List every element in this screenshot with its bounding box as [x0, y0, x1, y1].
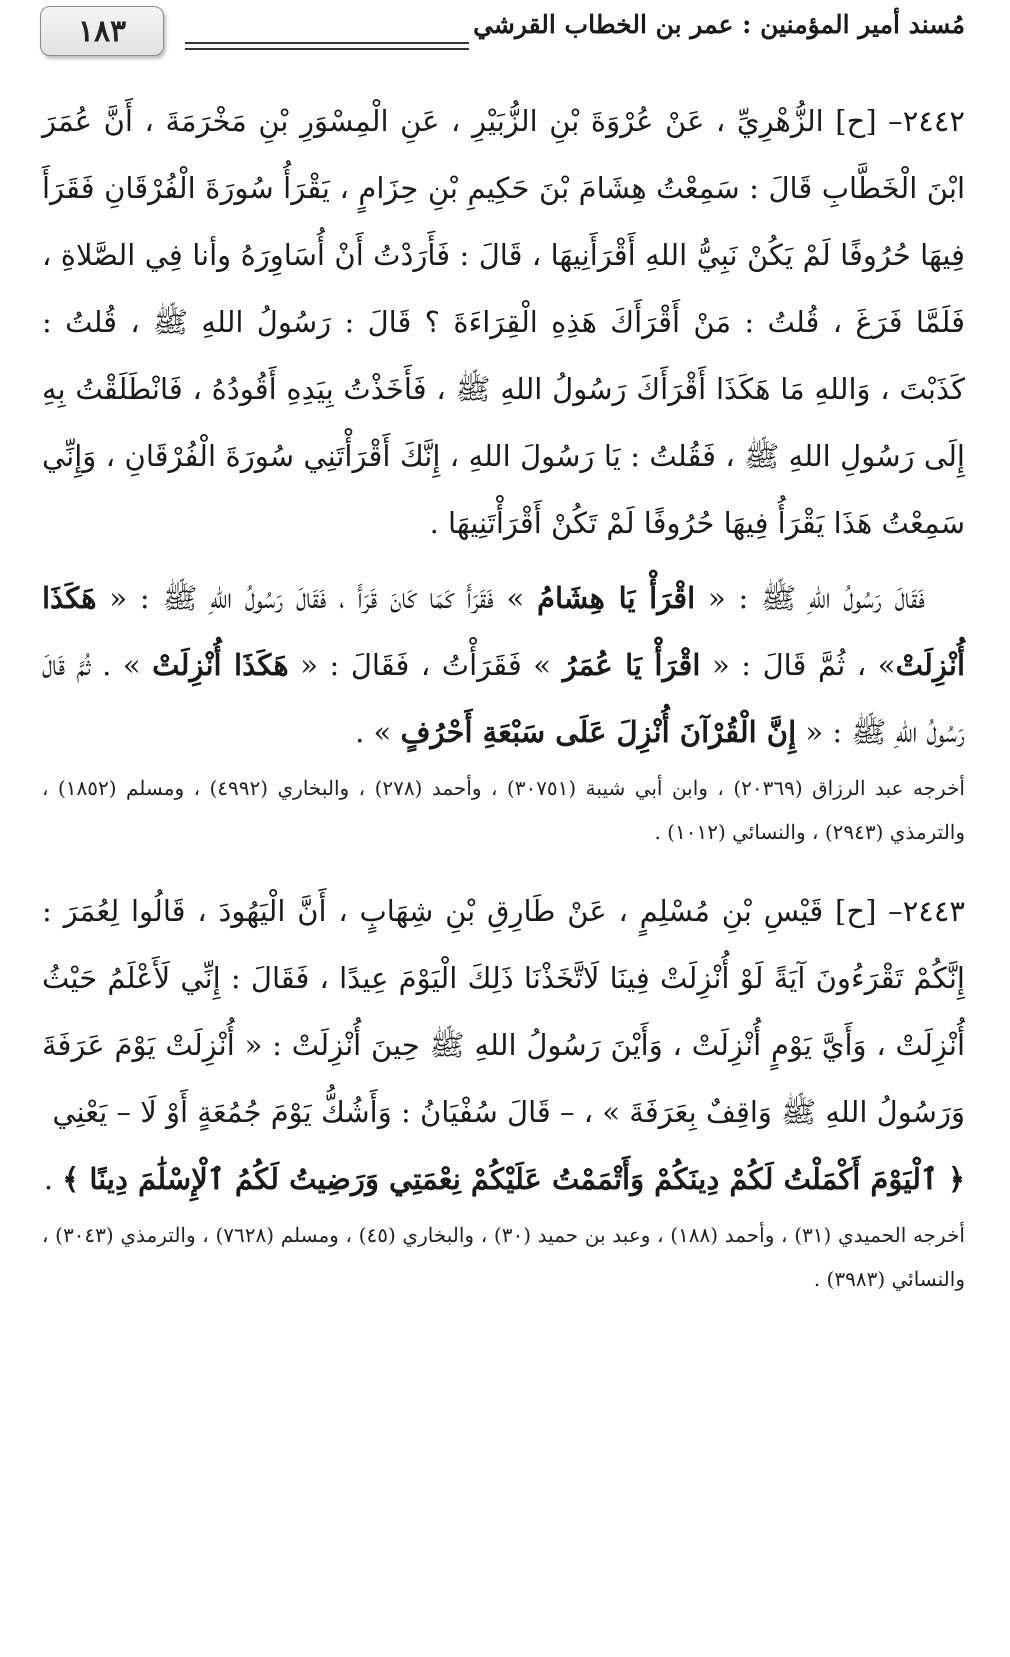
prophet-quote: هَكَذَا أُنْزِلَتْ: [152, 648, 289, 682]
spacer: [42, 854, 965, 878]
hadith-2443-takhrij: أخرجه الحميدي (٣١) ، وأحمد (١٨٨) ، وعبد بن حميد (٣٠) ، والبخاري (٤٥) ، ومسلم (٧٦٢٨) ، والترمذي (٣٠٤٣) ، والنسائي (٣٩٨٣) .: [42, 1223, 965, 1291]
quran-verse: ﴿ ٱلْيَوْمَ أَكْمَلْتُ لَكُمْ دِينَكُمْ وَأَتْمَمْتُ عَلَيْكُمْ نِعْمَتِي وَرَضِيتُ لَكُمُ ٱلْإِسْلَٰمَ دِينًا ﴾: [62, 1162, 965, 1196]
page-header: [40, 6, 965, 62]
prophet-quote: هَكَذَا أُنْزِلَتْ: [42, 581, 966, 682]
prophet-quote: إِنَّ الْقُرْآنَ أُنْزِلَ عَلَى سَبْعَةِ أَحْرُفٍ: [400, 715, 797, 749]
page-number: ١٨٣: [40, 6, 164, 56]
hadith-2443-text: ٢٤٤٣– [ح] قَيْسِ بْنِ مُسْلِمٍ ، عَنْ طَارِقِ بْنِ شِهَابٍ ، أَنَّ الْيَهُودَ ، قَالُوا لِعُمَرَ : إِنَّكُمْ تَقْرَءُونَ آيَةً لَوْ أُنْزِلَتْ فِينَا لَاتَّخَذْنَا ذَلِكَ الْيَوْمَ عِيدًا ، فَقَالَ : إِنِّي لَأَعْلَمُ حَيْثُ أُنْزِلَتْ ، وَأَيَّ يَوْمٍ أُنْزِلَتْ ، وَأَيْنَ رَسُولُ اللهِ ﷺ حِينَ أُنْزِلَتْ : « أُنْزِلَتْ يَوْمَ عَرَفَةَ وَرَسُولُ اللهِ ﷺ وَاقِفٌ بِعَرَفَةَ » ، – قَالَ سُفْيَانُ : وَأَشُكُّ يَوْمَ جُمُعَةٍ أَوْ لَا – يَعْنِي: [42, 894, 965, 1129]
text-span: فَقَالَ رَسُولُ اللهِ ﷺ : «: [695, 581, 925, 615]
text-span: » فَقَرَأْتُ ، فَقَالَ : «: [288, 648, 563, 682]
text-span: » . ثُمَّ قَالَ رَسُولُ اللهِ ﷺ : «: [42, 648, 965, 749]
spacer: [42, 557, 965, 565]
hadith-2443-verse-line: [42, 1146, 965, 1213]
text-span: .: [43, 1162, 63, 1196]
hadith-2442-dialogue: [42, 565, 965, 766]
prophet-quote: اقْرَأْ يَا عُمَرُ: [562, 648, 701, 682]
hadith-2442-takhrij: أخرجه عبد الرزاق (٢٠٣٦٩) ، وابن أبي شيبة (٣٠٧٥١) ، وأحمد (٢٧٨) ، والبخاري (٤٩٩٢) ، ومسلم (١٨٥٢) ، والترمذي (٢٩٤٣) ، والنسائي (١٠١٢) .: [42, 776, 965, 844]
text-span: » فَقَرَأَ كَمَا كَانَ قَرَأَ ، فَقَالَ رَسُولُ اللهِ ﷺ : «: [96, 581, 537, 615]
page-content: [42, 88, 965, 1301]
header-rule: [185, 42, 469, 44]
text-span: » ، ثُمَّ قَالَ : «: [700, 648, 896, 682]
header-rule-second: [185, 48, 469, 50]
text-span: » .: [355, 715, 401, 749]
running-title: مُسند أمير المؤمنين : عمر بن الخطاب القرشي: [473, 10, 965, 39]
hadith-2442-text: ٢٤٤٢– [ح] الزُّهْرِيِّ ، عَنْ عُرْوَةَ بْنِ الزُّبَيْرِ ، عَنِ الْمِسْوَرِ بْنِ مَخْرَمَةَ ، أَنَّ عُمَرَ ابْنَ الْخَطَّابِ قَالَ : سَمِعْتُ هِشَامَ بْنَ حَكِيمِ بْنِ حِزَامٍ ، يَقْرَأُ سُورَةَ الْفُرْقَانِ فَقَرَأَ فِيهَا حُرُوفًا لَمْ يَكُنْ نَبِيُّ اللهِ أَقْرَأَنِيهَا ، قَالَ : فَأَرَدْتُ أَنْ أُسَاوِرَهُ وأنا فِي الصَّلاةِ ، فَلَمَّا فَرَغَ ، قُلتُ : مَنْ أَقْرَأَكَ هَذِهِ الْقِرَاءَةَ ؟ قَالَ : رَسُولُ اللهِ ﷺ ، قُلتُ : كَذَبْتَ ، وَاللهِ مَا هَكَذَا أَقْرَأَكَ رَسُولُ اللهِ ﷺ ، فَأَخَذْتُ بِيَدِهِ أَقُودُهُ ، فَانْطَلَقْتُ بِهِ إِلَى رَسُولِ اللهِ ﷺ ، فَقُلتُ : يَا رَسُولَ اللهِ ، إِنَّكَ أَقْرَأْتَنِي سُورَةَ الْفُرْقَانِ ، وَإِنِّي سَمِعْتُ هَذَا يَقْرَأُ فِيهَا حُرُوفًا لَمْ تَكُنْ أَقْرَأْتَنِيهَا .: [42, 104, 965, 540]
prophet-quote: اقْرَأْ يَا هِشَامُ: [537, 581, 696, 615]
